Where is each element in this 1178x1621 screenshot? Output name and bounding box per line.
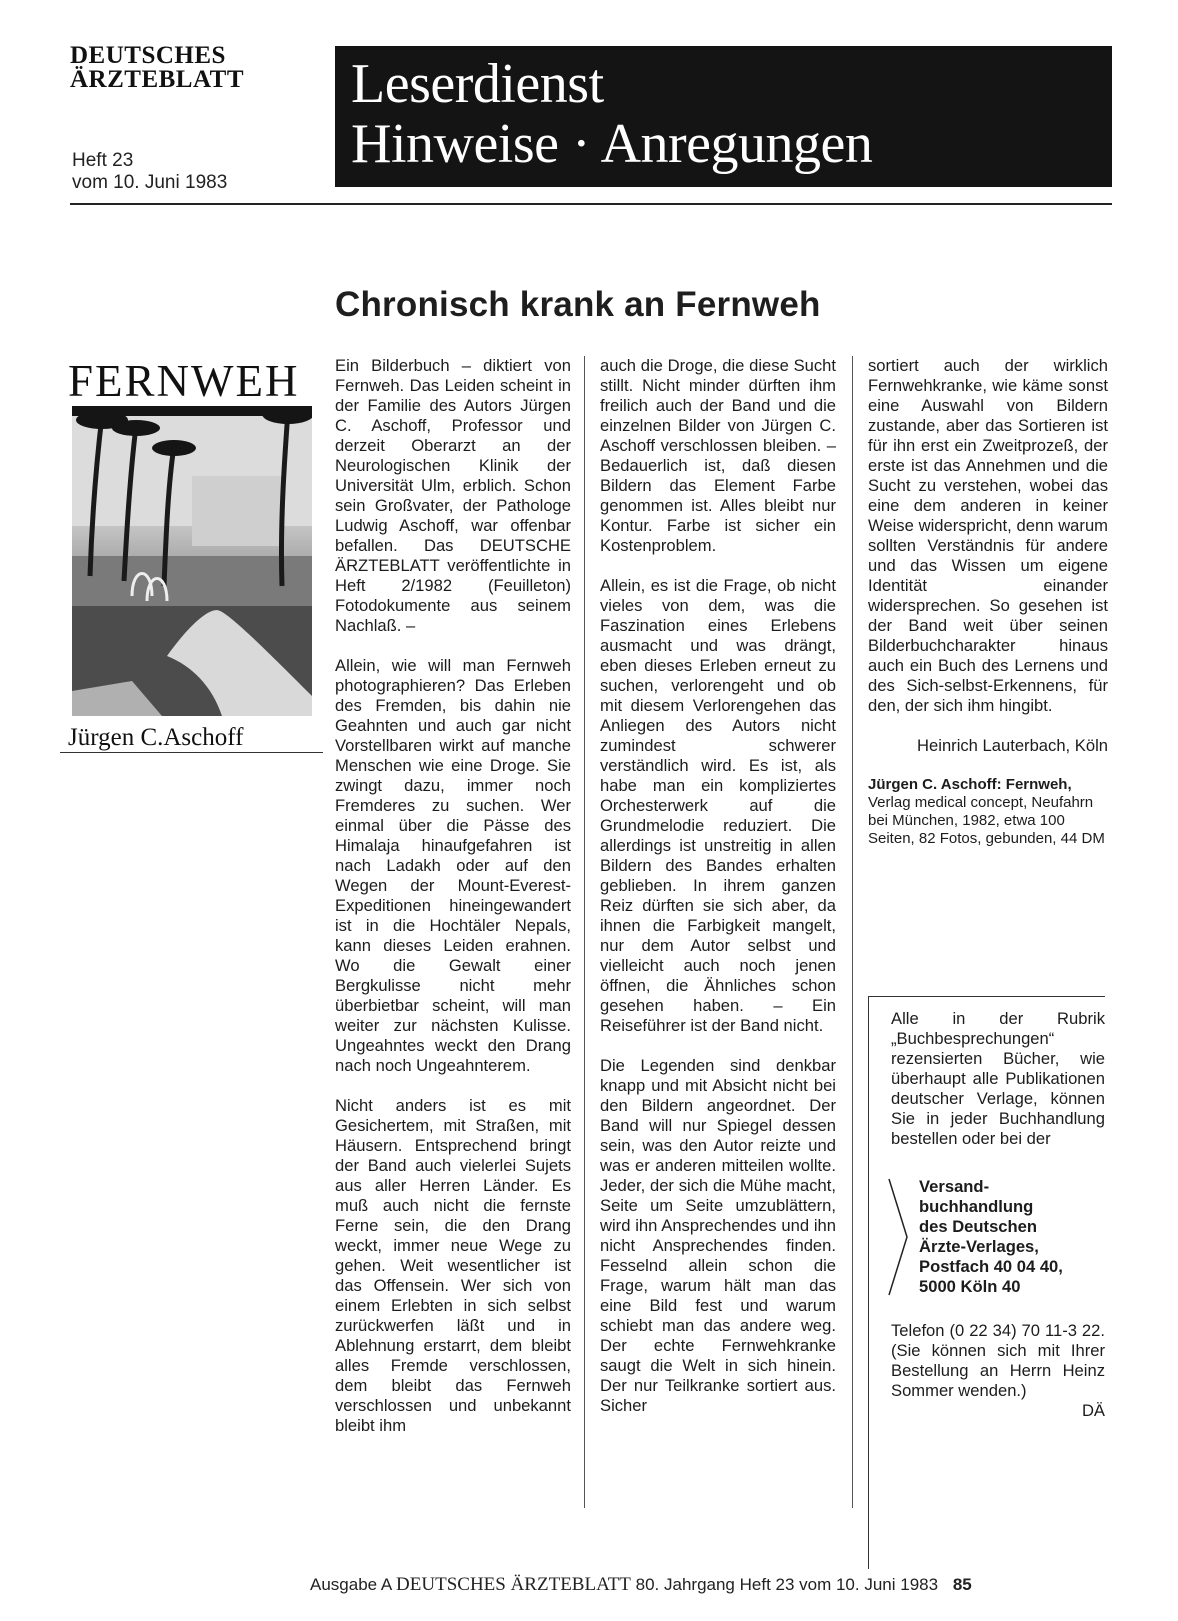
article-column-3 — [868, 356, 1108, 868]
reviewer-signature: Heinrich Lauterbach, Köln — [917, 736, 1108, 755]
paragraph: Nicht anders ist es mit Gesichertem, mit Straßen, mit Häusern. Entsprechend bringt der Band auch vielerlei Sujets aus aller Herren Länder. Es muß auch nicht die fernste Ferne sein, die den Drang weckt, immer neue Wege zu gehen. Weit wesentlicher ist das Offensein. Wer sich von einem Erlebten in sich selbst zurückwerfen läßt und in Ablehnung erstarrt, dem bleibt alles Fremde verschlossen, dem bleibt das Fernweh verschlossen und unbekannt bleibt ihm — [335, 1096, 571, 1435]
section-subtitle: Hinweise · Anregungen — [351, 113, 873, 175]
address-line: buchhandlung — [919, 1197, 1034, 1216]
section-title: Leserdienst — [351, 53, 604, 115]
masthead-line-2: ÄRZTEBLATT — [70, 66, 245, 93]
address-line: Versand- — [919, 1177, 990, 1196]
page-number: 85 — [952, 1575, 972, 1594]
footer-details: 80. Jahrgang Heft 23 vom 10. Juni 1983 — [635, 1575, 939, 1594]
article-column-2 — [600, 356, 836, 1436]
infobox-intro: Alle in der Rubrik „Buchbesprechungen“ rezensierten Bücher, wie überhaupt alle Publikationen deutscher Verlage, können Sie in jeder Buchhandlung bestellen oder bei der — [891, 1009, 1105, 1148]
paragraph: Ein Bilderbuch – diktiert von Fernweh. Das Leiden scheint in der Familie des Autors Jürgen C. Aschoff, Professor und derzeit Oberarzt an der Neurologischen Klinik der Universität Ulm, erblich. Schon sein Großvater, der Pathologe Ludwig Aschoff, war offenbar befallen. Das DEUTSCHE ÄRZTEBLATT veröffentlichte in Heft 2/1982 (Feuilleton) Fotodokumente aus seinem Nachlaß. – — [335, 356, 571, 635]
book-cover-author: Jürgen C.Aschoff — [60, 724, 323, 753]
ordering-info-box — [868, 996, 1105, 1569]
paragraph: sortiert auch der wirklich Fernwehkranke, wie käme sonst eine Auswahl von Bildern zustande, aber das Sortieren ist für ihn erst ein Zweitprozeß, der erste ist das Annehmen und die Sucht zu verstehen, wobei das eine dem anderen in keiner Weise widerspricht, denn warum sollten Verständnis für andere und das Wissen um eigene Identität einander widersprechen. So gesehen ist der Band weit über seinen Bilderbuchcharakter hinaus auch ein Buch des Lernens und des Sich-selbst-Erkennens, für den, der sich ihm hingibt. — [868, 356, 1108, 715]
header-divider — [70, 203, 1112, 205]
bracket-icon — [887, 1177, 909, 1297]
masthead-line-1: DEUTSCHES — [70, 42, 226, 69]
paragraph: Allein, es ist die Frage, ob nicht vieles von dem, was die Faszination eines Erlebens ausmacht und was drängt, eben dieses Erleben erneut zu suchen, verlorengeht und ob mit diesem Verlorengehen das Anliegen des Autors nicht zumindest schwerer verständlich wird. Es ist, als habe man ein kompliziertes Orchesterwerk auf die Grundmelodie reduziert. Die allerdings ist unstreitig in allen Bildern des Bandes erhalten geblieben. In ihrem ganzen Reiz dürften sie sich aber, da ihnen die Farbigkeit mangelt, nur dem Autor selbst und vielleicht auch noch jenen öffnen, die Ähnliches schon gesehen haben. – Ein Reiseführer ist der Band nicht. — [600, 576, 836, 1035]
masthead-logo — [70, 44, 244, 92]
citation-details: Verlag medical concept, Neufahrn bei München, 1982, etwa 100 Seiten, 82 Fotos, gebunden, 44 DM — [868, 794, 1105, 847]
article-headline: Chronisch krank an Fernweh — [335, 285, 821, 324]
citation-title: Jürgen C. Aschoff: Fernweh, — [868, 776, 1072, 793]
paragraph: Die Legenden sind denkbar knapp und mit Absicht nicht bei den Bildern angeordnet. Der Band will nur Spiegel dessen sein, was den Autor reizte und was er anderen mitteilen wollte. Jeder, der sich die Mühe macht, Seite um Seite umzublättern, wird ihn Ansprechendes und ihn nicht Ansprechendes finden. Fesselnd allein schon die Frage, warum hält man das eine Bild fest und warum schiebt man das andere weg. Der echte Fernwehkranke saugt die Welt in sich hinein. Der nur Teilkranke sortiert aus. Sicher — [600, 1056, 836, 1415]
column-divider — [852, 356, 853, 1508]
book-citation — [868, 776, 1108, 848]
article-column-1 — [335, 356, 571, 1456]
book-cover-photo — [72, 406, 312, 716]
address-line: Ärzte-Verlages, — [919, 1237, 1039, 1256]
infobox-signature: DÄ — [1081, 1401, 1105, 1420]
column-divider — [584, 356, 585, 1508]
book-cover-title: FERNWEH — [68, 356, 300, 406]
issue-date: vom 10. Juni 1983 — [72, 172, 228, 193]
palm-pool-photo-image — [72, 406, 312, 716]
paragraph: auch die Droge, die diese Sucht stillt. Nicht minder dürften ihm freilich auch der Band und die einzelnen Bilder von Jürgen C. Aschoff verschlossen bleiben. – Bedauerlich ist, daß diesen Bildern das Element Farbe genommen ist. Alles bleibt nur Kontur. Farbe ist sicher ein Kostenproblem. — [600, 356, 836, 555]
section-header — [335, 46, 1112, 187]
infobox-phone: Telefon (0 22 34) 70 11-3 22. (Sie können sich mit Ihrer Bestellung an Herrn Heinz Sommer wenden.) — [891, 1321, 1105, 1400]
address-line: Postfach 40 04 40, — [919, 1257, 1063, 1276]
paragraph: Allein, wie will man Fernweh photographieren? Das Erleben des Fremden, bis dahin nie Geahnten und auch gar nicht Vorstellbaren wirkt auf manche Menschen wie eine Droge. Sie zwingt dazu, immer noch Fremderes zu suchen. Wer einmal über die Pässe des Himalaja hinaufgefahren ist nach Ladakh oder auf den Wegen der Mount-Everest-Expeditionen hineingewandert ist in die Hochtäler Nepals, kann dieses Leiden erahnen. Wo die Gewalt einer Bergkulisse nicht mehr überbietbar scheint, will man weiter zur nächsten Kulisse. Ungeahntes weckt den Drang nach noch Ungeahnterem. — [335, 656, 571, 1075]
publisher-address — [919, 1177, 1105, 1297]
issue-number: Heft 23 — [72, 150, 134, 171]
address-line: des Deutschen — [919, 1217, 1038, 1236]
page-footer — [310, 1574, 1106, 1596]
address-line: 5000 Köln 40 — [919, 1277, 1021, 1296]
footer-edition: Ausgabe A — [310, 1575, 392, 1594]
footer-magazine: DEUTSCHES ÄRZTEBLATT — [396, 1574, 631, 1595]
issue-info — [72, 150, 227, 194]
